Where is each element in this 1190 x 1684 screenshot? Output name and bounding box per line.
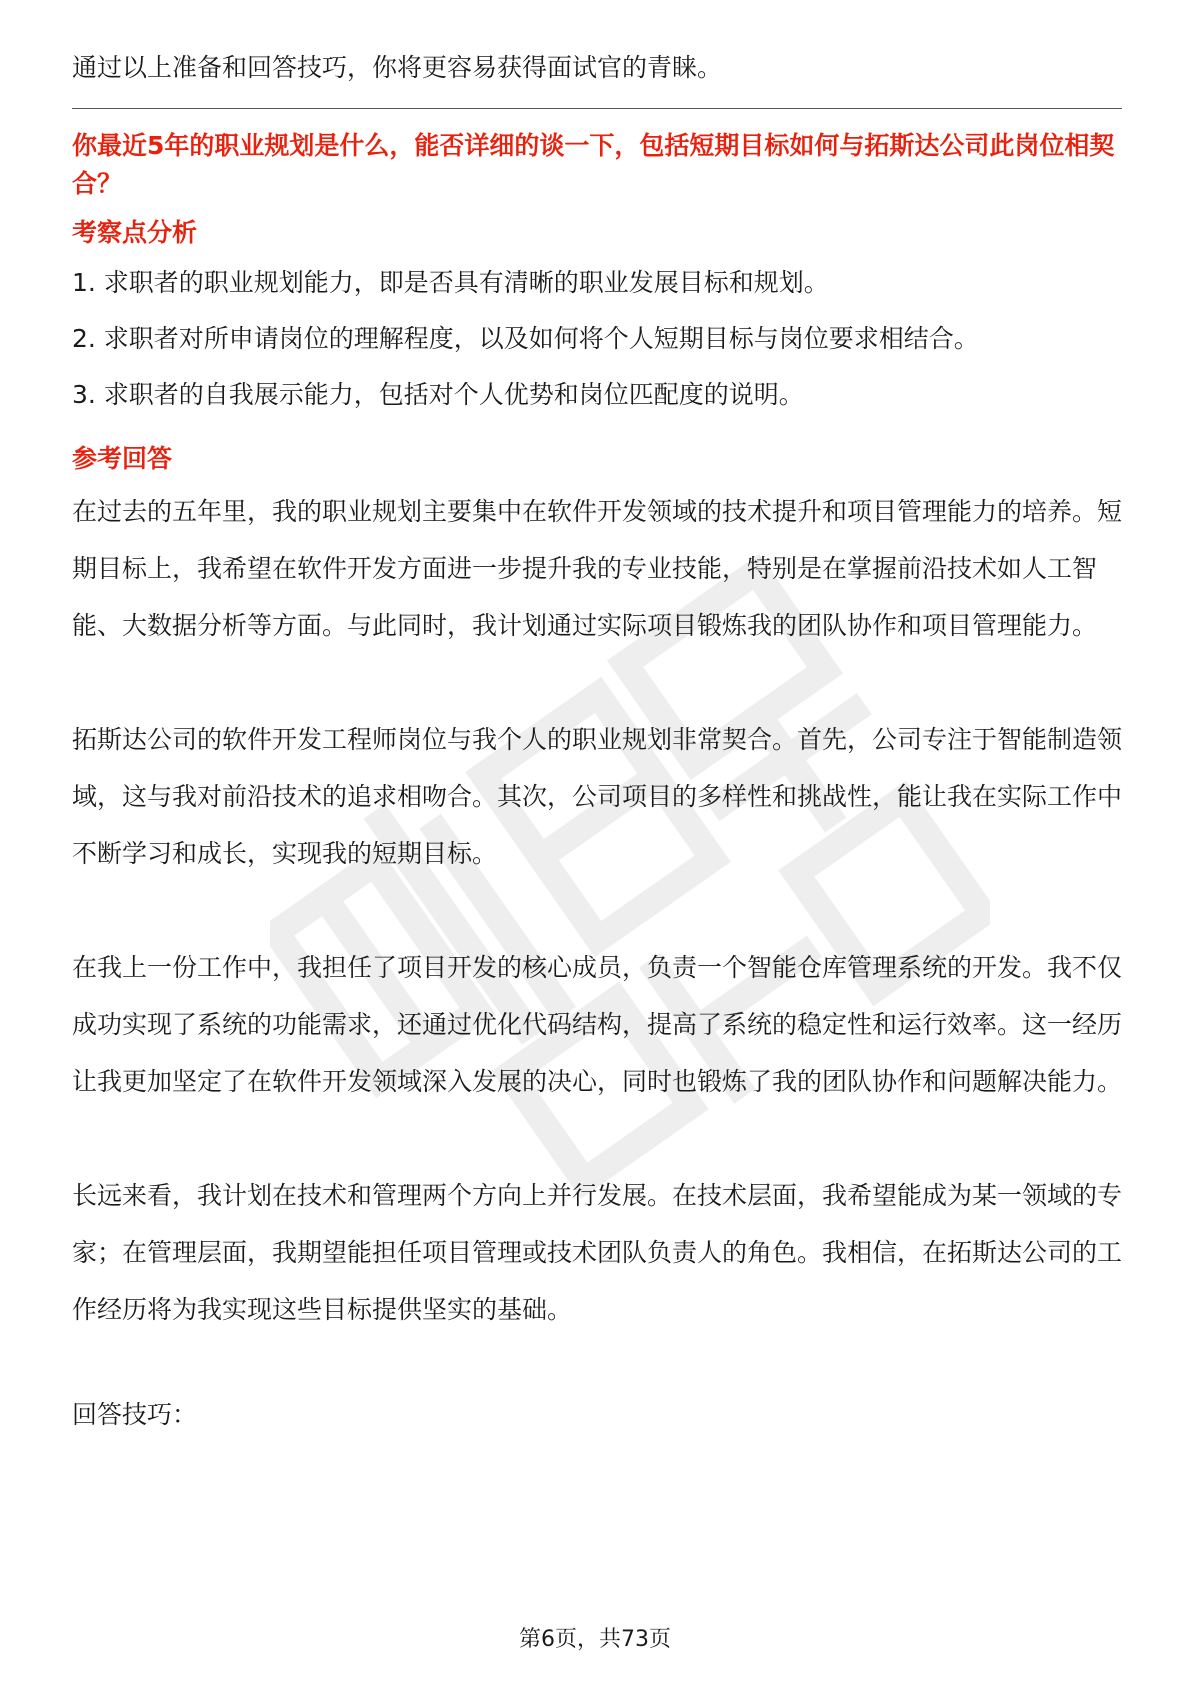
page-content bbox=[72, 48, 1122, 1435]
analysis-item: 2. 求职者对所申请岗位的理解程度，以及如何将个人短期目标与岗位要求相结合。 bbox=[72, 324, 979, 353]
analysis-item: 1. 求职者的职业规划能力，即是否具有清晰的职业发展目标和规划。 bbox=[72, 268, 829, 297]
analysis-item: 3. 求职者的自我展示能力，包括对个人优势和岗位匹配度的说明。 bbox=[72, 380, 804, 409]
question-heading: 你最近5年的职业规划是什么，能否详细的谈一下，包括短期目标如何与拓斯达公司此岗位相契合？ bbox=[72, 131, 1115, 198]
intro-text: 通过以上准备和回答技巧，你将更容易获得面试官的青睐。 bbox=[72, 53, 723, 82]
page-footer: 第6页，共73页 bbox=[519, 1627, 671, 1652]
answer-paragraph: 在我上一份工作中，我担任了项目开发的核心成员，负责一个智能仓库管理系统的开发。我不仅成功实现了系统的功能需求，还通过优化代码结构，提高了系统的稳定性和运行效率。这一经历让我更加坚定了在软件开发领域深入发展的决心，同时也锻炼了我的团队协作和问题解决能力。 bbox=[72, 953, 1123, 1096]
tips-label: 回答技巧： bbox=[72, 1400, 198, 1429]
analysis-heading: 考察点分析 bbox=[72, 218, 198, 247]
analysis-list bbox=[72, 263, 1122, 415]
answer-paragraph: 在过去的五年里，我的职业规划主要集中在软件开发领域的技术提升和项目管理能力的培养。短期目标上，我希望在软件开发方面进一步提升我的专业技能，特别是在掌握前沿技术如人工智能、大数据分析等方面。与此同时，我计划通过实际项目锻炼我的团队协作和项目管理能力。 bbox=[72, 497, 1123, 640]
answer-body bbox=[72, 483, 1122, 1338]
answer-paragraph: 长远来看，我计划在技术和管理两个方向上并行发展。在技术层面，我希望能成为某一领域的专家；在管理层面，我期望能担任项目管理或技术团队负责人的角色。我相信，在拓斯达公司的工作经历将为我实现这些目标提供坚实的基础。 bbox=[72, 1181, 1123, 1324]
section-divider bbox=[72, 108, 1122, 109]
answer-heading: 参考回答 bbox=[72, 444, 173, 473]
answer-paragraph: 拓斯达公司的软件开发工程师岗位与我个人的职业规划非常契合。首先，公司专注于智能制造领域，这与我对前沿技术的追求相吻合。其次，公司项目的多样性和挑战性，能让我在实际工作中不断学习和成长，实现我的短期目标。 bbox=[72, 725, 1123, 868]
